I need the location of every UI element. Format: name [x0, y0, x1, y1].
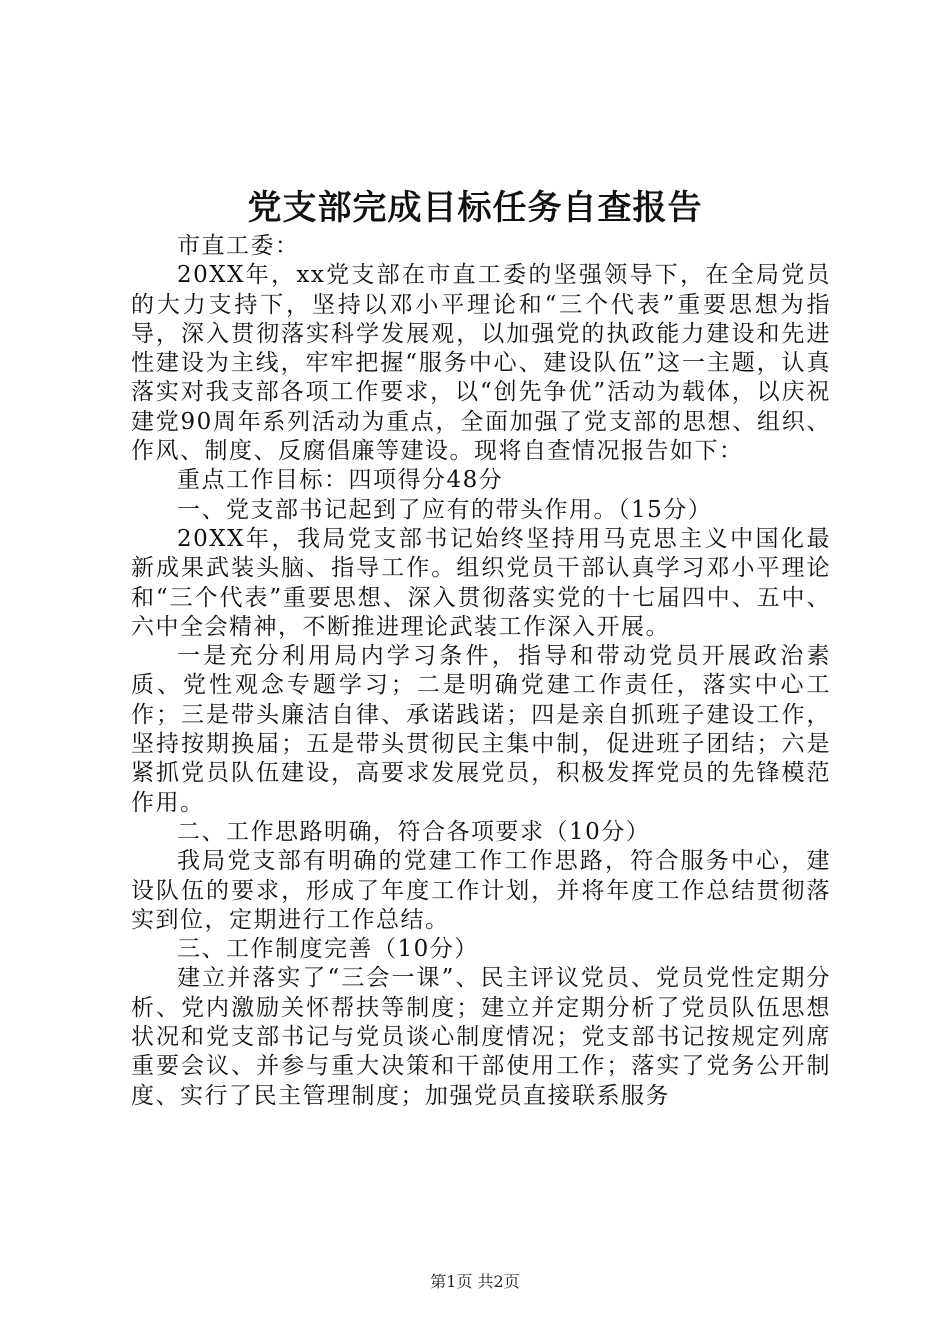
salutation: 市直工委：: [177, 233, 300, 259]
body-paragraph: 建立并落实了“三会一课”、民主评议党员、党员党性定期分析、党内激励关怀帮扶等制度；建立并定期分析了党员队伍思想状况和党支部书记与党员谈心制度情况；党支部书记按规定列席重要会议、并参与重大决策和干部使用工作；落实了党务公开制度、实行了民主管理制度；加强党员直接联系服务: [131, 965, 831, 1109]
section-heading-1: 一、党支部书记起到了应有的带头作用。（15分）: [177, 496, 713, 523]
section-heading-key-goals: 重点工作目标：四项得分48分: [177, 467, 504, 494]
page-number-footer: 第1页 共2页: [430, 1272, 520, 1291]
body-paragraph: 我局党支部有明确的党建工作工作思路，符合服务中心，建设队伍的要求，形成了年度工作计划，并将年度工作总结贯彻落实到位，定期进行工作总结。: [131, 848, 831, 933]
section-heading-3: 三、工作制度完善（10分）: [177, 936, 479, 963]
section-heading-2: 二、工作思路明确，符合各项要求（10分）: [177, 818, 651, 845]
intro-paragraph: 20XX年，xx党支部在市直工委的坚强领导下，在全局党员的大力支持下，坚持以邓小平理论和“三个代表”重要思想为指导，深入贯彻落实科学发展观，以加强党的执政能力建设和先进性建设为主线，牢牢把握“服务中心、建设队伍”这一主题，认真落实对我支部各项工作要求，以“创先争优”活动为载体，以庆祝建党90周年系列活动为重点，全面加强了党支部的思想、组织、作风、制度、反腐倡廉等建设。现将自查情况报告如下：: [131, 262, 831, 465]
body-paragraph: 一是充分利用局内学习条件，指导和带动党员开展政治素质、党性观念专题学习；二是明确党建工作责任，落实中心工作；三是带头廉洁自律、承诺践诺；四是亲自抓班子建设工作，坚持按期换届；五是带头贯彻民主集中制，促进班子团结；六是紧抓党员队伍建设，高要求发展党员，积极发挥党员的先锋模范作用。: [131, 643, 831, 816]
document-title: 党支部完成目标任务自查报告: [247, 188, 703, 228]
document-body: [131, 232, 831, 1111]
body-paragraph: 20XX年，我局党支部书记始终坚持用马克思主义中国化最新成果武装头脑、指导工作。组织党员干部认真学习邓小平理论和“三个代表”重要思想、深入贯彻落实党的十七届四中、五中、六中全会精神，不断推进理论武装工作深入开展。: [131, 525, 831, 640]
